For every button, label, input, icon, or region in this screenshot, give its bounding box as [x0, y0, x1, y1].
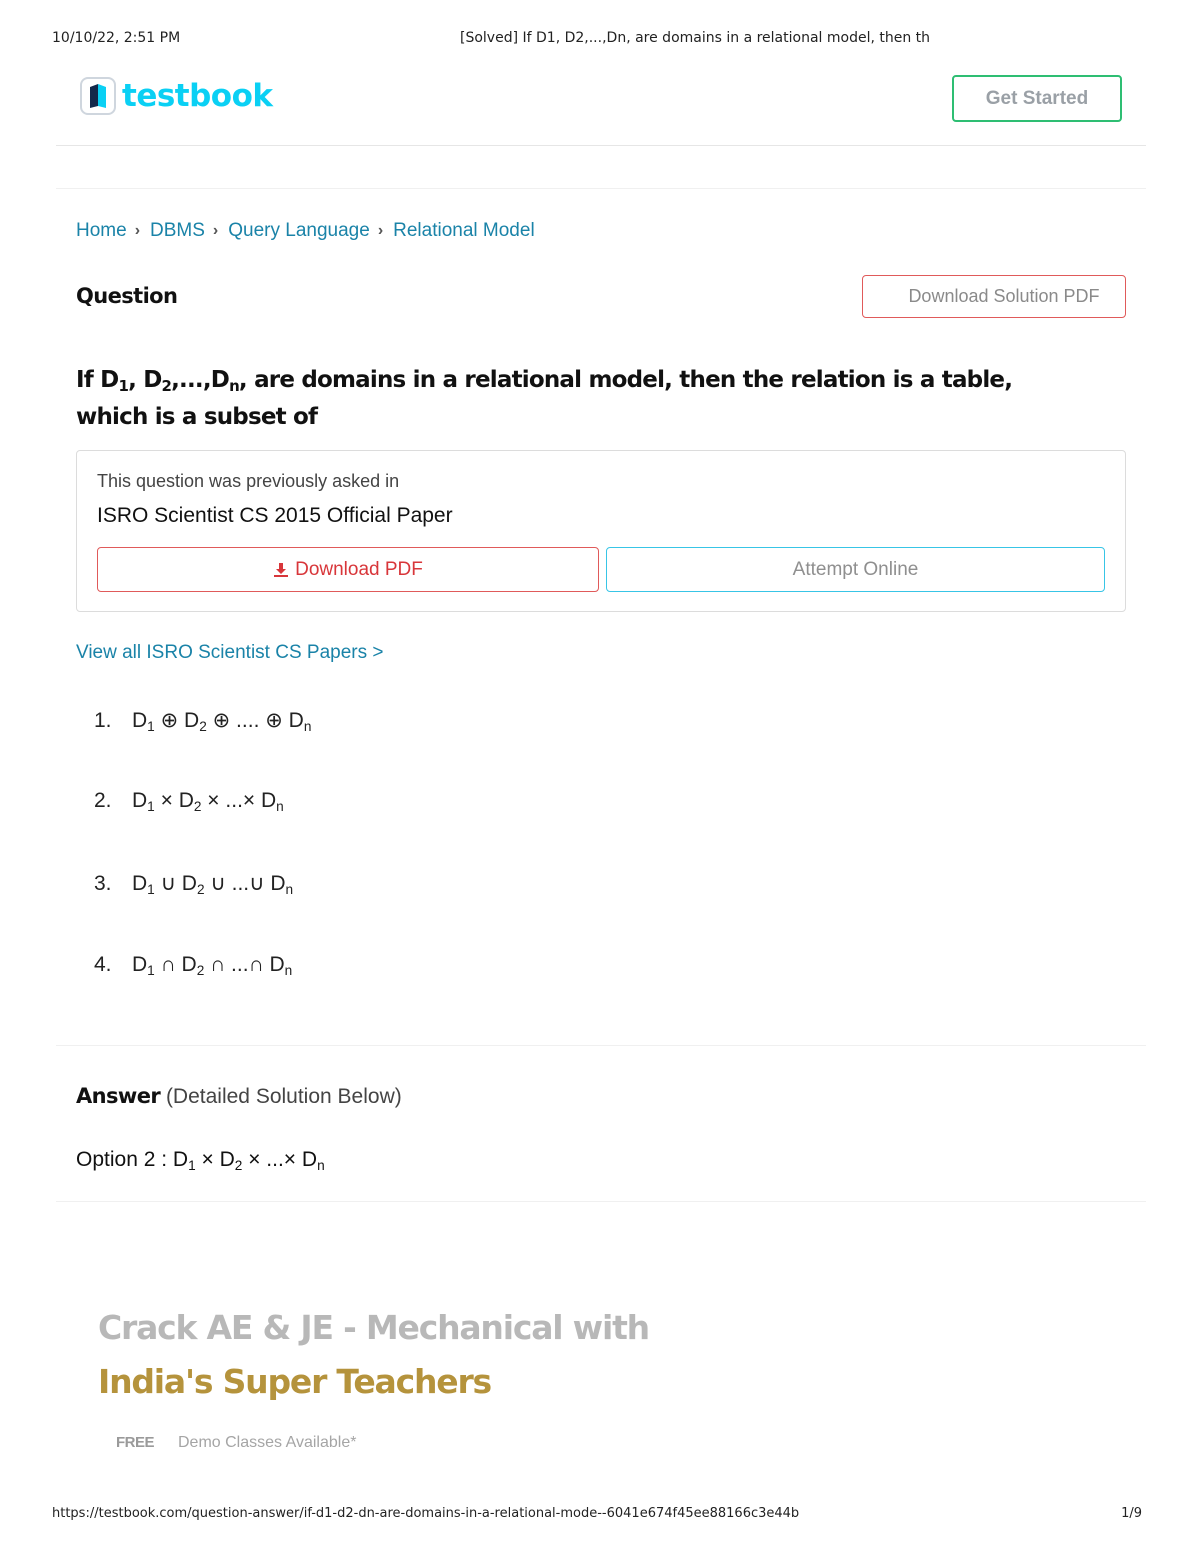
print-title: [Solved] If D1, D2,...,Dn, are domains in a relational model, then th: [460, 30, 931, 46]
page-url: https://testbook.com/question-answer/if-d1-d2-dn-are-domains-in-a-relational-mode--6041e674f45ee88166c3e44b: [52, 1506, 800, 1521]
chevron-right-icon: ›: [134, 222, 141, 239]
page-number: 1/9: [1121, 1506, 1142, 1521]
download-pdf-label: Download PDF: [295, 558, 423, 580]
divider: [56, 188, 1146, 189]
breadcrumb-home[interactable]: Home: [76, 220, 127, 241]
download-solution-pdf-button[interactable]: Download Solution PDF: [862, 275, 1126, 318]
get-started-button[interactable]: Get Started: [952, 75, 1122, 122]
option-item[interactable]: 4. $D_1$ ∩ $D_2$ ∩ ...∩ $D_n$: [94, 953, 293, 978]
question-text: If $D_1$, $D_2,...,D_n$, are domains in a relational model, then the relation is a table, which is a subset of: [76, 367, 1013, 430]
divider: [56, 1201, 1146, 1202]
breadcrumb: [76, 220, 535, 242]
attempt-online-button[interactable]: Attempt Online: [606, 547, 1105, 592]
free-badge: FREE: [116, 1434, 155, 1451]
print-header: [52, 30, 1148, 50]
download-icon: [273, 562, 289, 578]
print-footer: [52, 1506, 1148, 1526]
download-pdf-button[interactable]: [97, 547, 599, 592]
breadcrumb-relational-model[interactable]: Relational Model: [393, 220, 535, 241]
divider: [56, 1045, 1146, 1046]
previously-asked-label: This question was previously asked in: [97, 471, 400, 491]
view-all-papers-link[interactable]: View all ISRO Scientist CS Papers >: [76, 642, 384, 663]
book-icon: [80, 77, 116, 115]
option-item[interactable]: 1. $D_1$ ⊕ $D_2$ ⊕ .... ⊕ $D_n$: [94, 709, 312, 734]
chevron-right-icon: ›: [377, 222, 384, 239]
breadcrumb-dbms[interactable]: DBMS: [150, 220, 205, 241]
top-navbar: [56, 72, 1146, 146]
promo-subtitle: India's Super Teachers: [98, 1362, 491, 1401]
previously-asked-card: [76, 450, 1126, 612]
testbook-logo[interactable]: [80, 76, 273, 116]
logo-text: testbook: [122, 78, 273, 114]
demo-classes-text: Demo Classes Available*: [178, 1434, 357, 1451]
question-label: Question: [76, 284, 178, 308]
paper-name: ISRO Scientist CS 2015 Official Paper: [97, 504, 453, 527]
promo-title: Crack AE & JE - Mechanical with: [98, 1308, 649, 1347]
breadcrumb-query-language[interactable]: Query Language: [228, 220, 370, 241]
chevron-right-icon: ›: [212, 222, 219, 239]
print-date: 10/10/22, 2:51 PM: [52, 30, 181, 46]
answer-value: Option 2 : $D_1 \times D_2$ × ...× $D_n$: [76, 1148, 325, 1173]
option-item[interactable]: 3. $D_1$ ∪ $D_2$ ∪ ...∪ $D_n$: [94, 872, 294, 897]
answer-heading: Answer (Detailed Solution Below): [76, 1084, 402, 1108]
option-item[interactable]: 2. $D_1 \times D_2$ × ...× $D_n$: [94, 789, 284, 814]
